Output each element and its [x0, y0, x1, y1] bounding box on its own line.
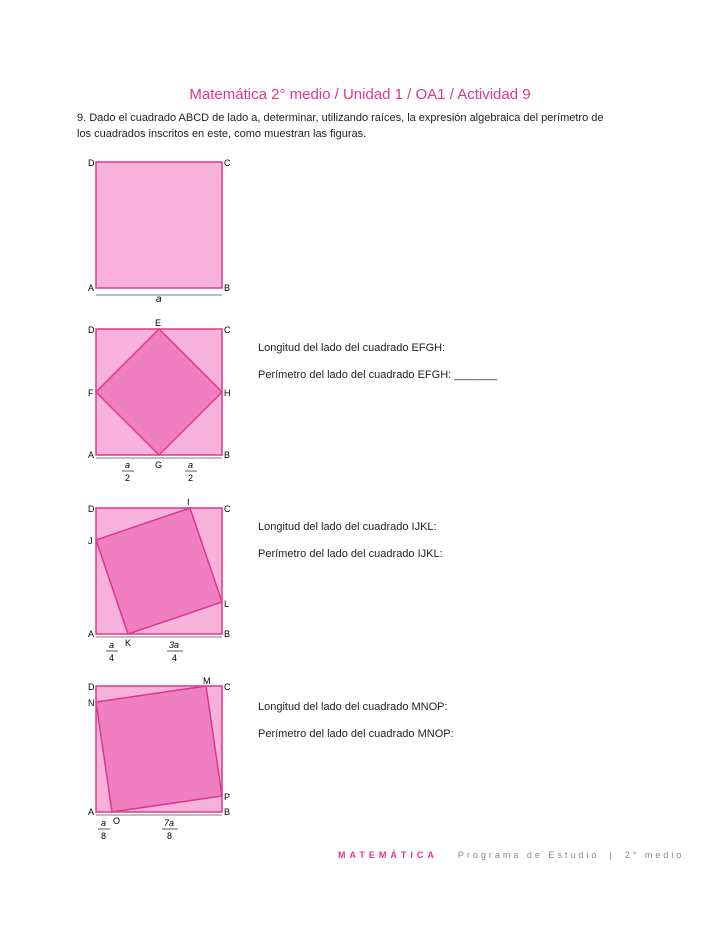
ijkl-perimeter-label: Perímetro del lado del cuadrado IJKL:	[258, 548, 443, 560]
square-abcd	[96, 162, 222, 288]
vertex-a: A	[88, 450, 95, 460]
footer-level: 2° medio	[624, 850, 685, 860]
figure-1	[88, 158, 231, 305]
vertex-a: A	[88, 283, 95, 293]
fraction-left-num: a	[109, 640, 115, 650]
side-label: a	[156, 294, 162, 305]
point-g: G	[155, 460, 163, 470]
vertex-a: A	[88, 629, 95, 639]
page-footer	[338, 850, 684, 860]
vertex-d: D	[88, 682, 95, 692]
vertex-b: B	[224, 807, 231, 817]
fraction-right-num: 7a	[164, 818, 175, 828]
mnop-side-length-label: Longitud del lado del cuadrado MNOP:	[258, 701, 448, 713]
point-l: L	[224, 599, 230, 609]
point-e: E	[155, 318, 162, 328]
point-h: H	[224, 388, 231, 398]
vertex-c: C	[224, 504, 231, 514]
vertex-c: C	[224, 158, 231, 168]
vertex-d: D	[88, 325, 95, 335]
fraction-right-num: 3a	[169, 640, 180, 650]
question-text: 9. Dado el cuadrado ABCD de lado a, determinar, utilizando raíces, la expresión algebraica del perímetro de los cuadrados inscritos en este, como muestran las figuras.	[77, 112, 604, 140]
fraction-left-den: 4	[109, 653, 115, 663]
figure-4	[88, 676, 231, 841]
footer-brand: MATEMÁTICA	[338, 850, 438, 860]
vertex-c: C	[224, 325, 231, 335]
vertex-d: D	[88, 158, 95, 168]
fraction-right-den: 4	[172, 653, 178, 663]
point-n: N	[88, 698, 95, 708]
fraction-right-num: a	[188, 460, 194, 470]
efgh-perimeter-label: Perímetro del lado del cuadrado EFGH: _______	[258, 369, 498, 381]
fraction-left-num: a	[101, 818, 107, 828]
page-title: Matemática 2° medio / Unidad 1 / OA1 / Actividad 9	[189, 86, 531, 103]
fraction-left-den: 8	[101, 831, 107, 841]
point-j: J	[88, 536, 93, 546]
point-p: P	[224, 792, 231, 802]
footer-program: Programa de Estudio	[457, 850, 600, 860]
figure-3	[88, 497, 231, 663]
efgh-side-length-label: Longitud del lado del cuadrado EFGH:	[258, 342, 446, 354]
fraction-left-den: 2	[125, 473, 131, 483]
fraction-right-den: 8	[167, 831, 173, 841]
vertex-b: B	[224, 283, 231, 293]
point-i: I	[187, 497, 190, 507]
vertex-d: D	[88, 504, 95, 514]
fraction-right-den: 2	[188, 473, 194, 483]
mnop-perimeter-label: Perímetro del lado del cuadrado MNOP:	[258, 728, 454, 740]
ijkl-side-length-label: Longitud del lado del cuadrado IJKL:	[258, 521, 437, 533]
point-m: M	[203, 676, 211, 686]
footer-divider: |	[609, 850, 615, 860]
vertex-c: C	[224, 682, 231, 692]
point-f: F	[88, 388, 94, 398]
square-mnop	[96, 686, 222, 812]
figure-2	[88, 318, 231, 483]
vertex-a: A	[88, 807, 95, 817]
fraction-left-num: a	[125, 460, 131, 470]
vertex-b: B	[224, 629, 231, 639]
point-o: O	[113, 816, 121, 826]
vertex-b: B	[224, 450, 231, 460]
point-k: K	[125, 638, 132, 648]
